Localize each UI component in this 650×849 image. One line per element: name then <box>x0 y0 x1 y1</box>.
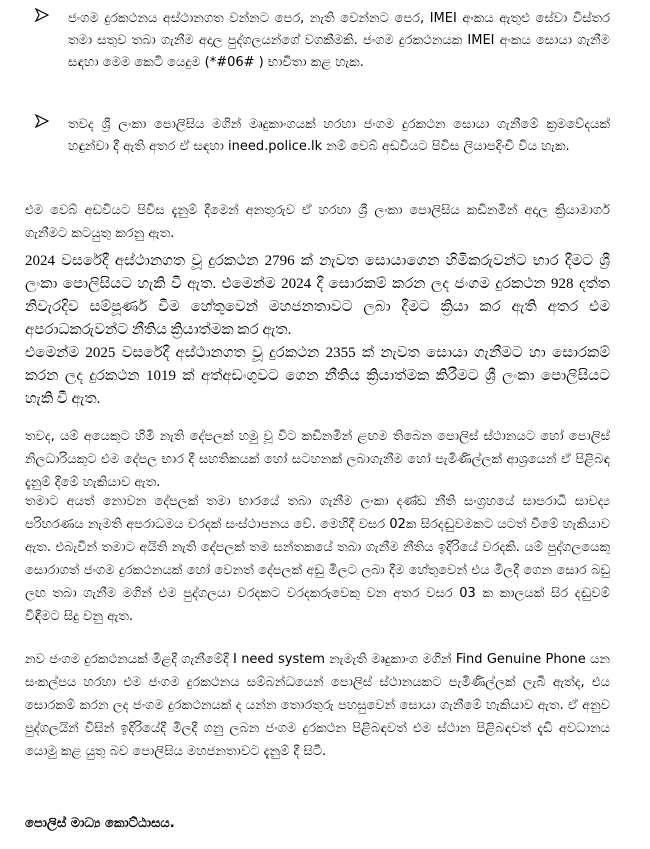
bullet-imei-info <box>35 8 610 74</box>
arrow-bullet-icon <box>35 114 49 128</box>
paragraph-2024-stats: 2024 වසරේදී අස්ථානගත වූ දුරකථන 2796 ක් නැවත සොයාගෙන හිමිකරුවන්ට භාර දීමට ශ්‍රී ලංකා පොලිසියට හැකි වී ඇත. එමෙන්ම 2024 දී සොරකම් කරන ලද ජංගම දුරකථන 928 දත්ත නිවැරදිව සම්පූර්ණ වීම හේතුවෙන් මහජනතාවට ලබා දීමට ක්‍රියා කර ඇති අතර එම අපරාධකරුවන්ට නීතිය ක්‍රියාත්මක කර ඇත. <box>25 253 610 338</box>
paragraph-ineed-system: නව ජංගම දුරකථනයක් මිළදී ගැනීමේදී I need system නැමැති මෘදුකාංග මගින් Find Genuine Phone යන සංකල්පය හරහා එම ජංගම දුරකථනය සම්බන්ධයෙන් පොලිස් ස්ථානයකට පැමිණිල්ලක් ලැබී ඇත්ද, එය සොරකම් කරන ලද ජංගම දුරකථනයක් ද යන්න තොරතුරු පහසුවෙන් සොයා ගැනීමේ හැකියාව ඇත. ඒ අනුව පුද්ගලයින් විසින් ඉදිරියේදී මිලදී ගනු ලබන ජංගම දුරකථන පිළිබඳවත් එම ස්ථාන පිළිබඳවත් දැඩි අවධානය යොමු කළ යුතු බව පොලිසිය මහජනතාවට දැනුම් දී සිටී. <box>25 652 610 759</box>
bullet-police-app <box>35 114 610 158</box>
paragraph-2025-stats: එමෙන්ම 2025 වසරේදී අස්ථානගත වූ දුරකථන 2355 ක් නැවත සොයා ගැනීමට හා සොරකම් කරන ලද දුරකථන 1019 ක් අත්අඩංගුවට ගෙන නීතිය ක්‍රියාත්මක කිරීමට ශ්‍රී ලංකා පොලිසියට හැකි වී ඇත. <box>25 345 610 407</box>
bullet-text: ජංගම දුරකථනය අස්ථානගත වන්නට පෙර, නැති වෙන්නට පෙර, IMEI අංකය ඇතුළු සේවා විස්තර තමා සතුව තබා ගැනීම අදාල පුද්ගලයන්ගේ වගකීමකි. ජංගම දුරකථනයක IMEI අංකය සොයා ගැනීම සඳහා මෙම කෙටි යෙදුම (*#06# ) භාවිතා කළ හැක. <box>68 11 610 70</box>
signature-police-media-division: පොලිස් මාධ්‍ය කොට්ඨාසය. <box>25 816 175 831</box>
arrow-bullet-icon <box>35 8 49 22</box>
paragraph-legal-warning: තමාට අයත් නොවන දේපලක් තමා භාරයේ තබා ගැනීම ලංකා දණ්ඩ නීති සංග්‍රහයේ සාපරාධී සාවද්‍ය පරිහරණය නැමති අපරාධමය වරදක් සංස්ථාපනය වේ. මෙහිදී වසර 02ක සිරදඬුවමකට යටත් වීමේ හැකියාව ඇත. එබැවින් තමාට අයිති නැති දේපලක් තම සන්තකයේ තබා ගැනීම නීතිය ඉදිරියේ වරදකි. යම් පුද්ගලයෙකු සොරාගත් ජංගම දුරකථනයක් හෝ වෙනත් දේපලක් අඩු මිලට ලබා දීම හේතුවෙන් එය මිලදී ගෙන සොර බඩු ලඟ තබා ගැනීම මගින් එම පුද්ගලයා වරදකට වරදකරුවෙකු වන අතර වසර 03 ක කාලයක් සිර දඬුවම් විඳීමට සිදු වනු ඇත. <box>25 494 610 624</box>
paragraph-website-report: එම වෙබ් අඩවියට පිවිස දැනුම් දීමෙන් අනතුරුව ඒ හරහා ශ්‍රී ලංකා පොලිසිය කඩිනමින් අදාල ක්‍රියාමාර්ග ගැනීමට කටයුතු කරනු ඇත. <box>25 203 610 241</box>
paragraph-found-property: තවද, යම් අයෙකුට හිමි නැති දේපලක් හමු වූ විට කඩිනමින් ළඟම තිබෙන පොලිස් ස්ථානයට හෝ පොලිස් නිලධාරියකුට එම දේපල භාර දී සහතිකයක් හෝ සටහනක් ලබාගැනීම හෝ පැමිණිල්ලක් ආශ්‍රයෙන් ඒ පිළිබඳ දැනුම් දීමේ හැකියාව ඇත. <box>25 429 610 490</box>
bullet-text: තවද ශ්‍රී ලංකා පොලිසිය මගින් මෘදුකාංගයක් හරහා ජංගම දුරකථන සොයා ගැනීමේ ක්‍රමවේදයක් හඳුන්වා දී ඇති අතර ඒ සඳහා ineed.police.lk නම් වෙබ් අඩවියට පිවිස ලියාපදිංචි විය හැක. <box>68 117 610 154</box>
